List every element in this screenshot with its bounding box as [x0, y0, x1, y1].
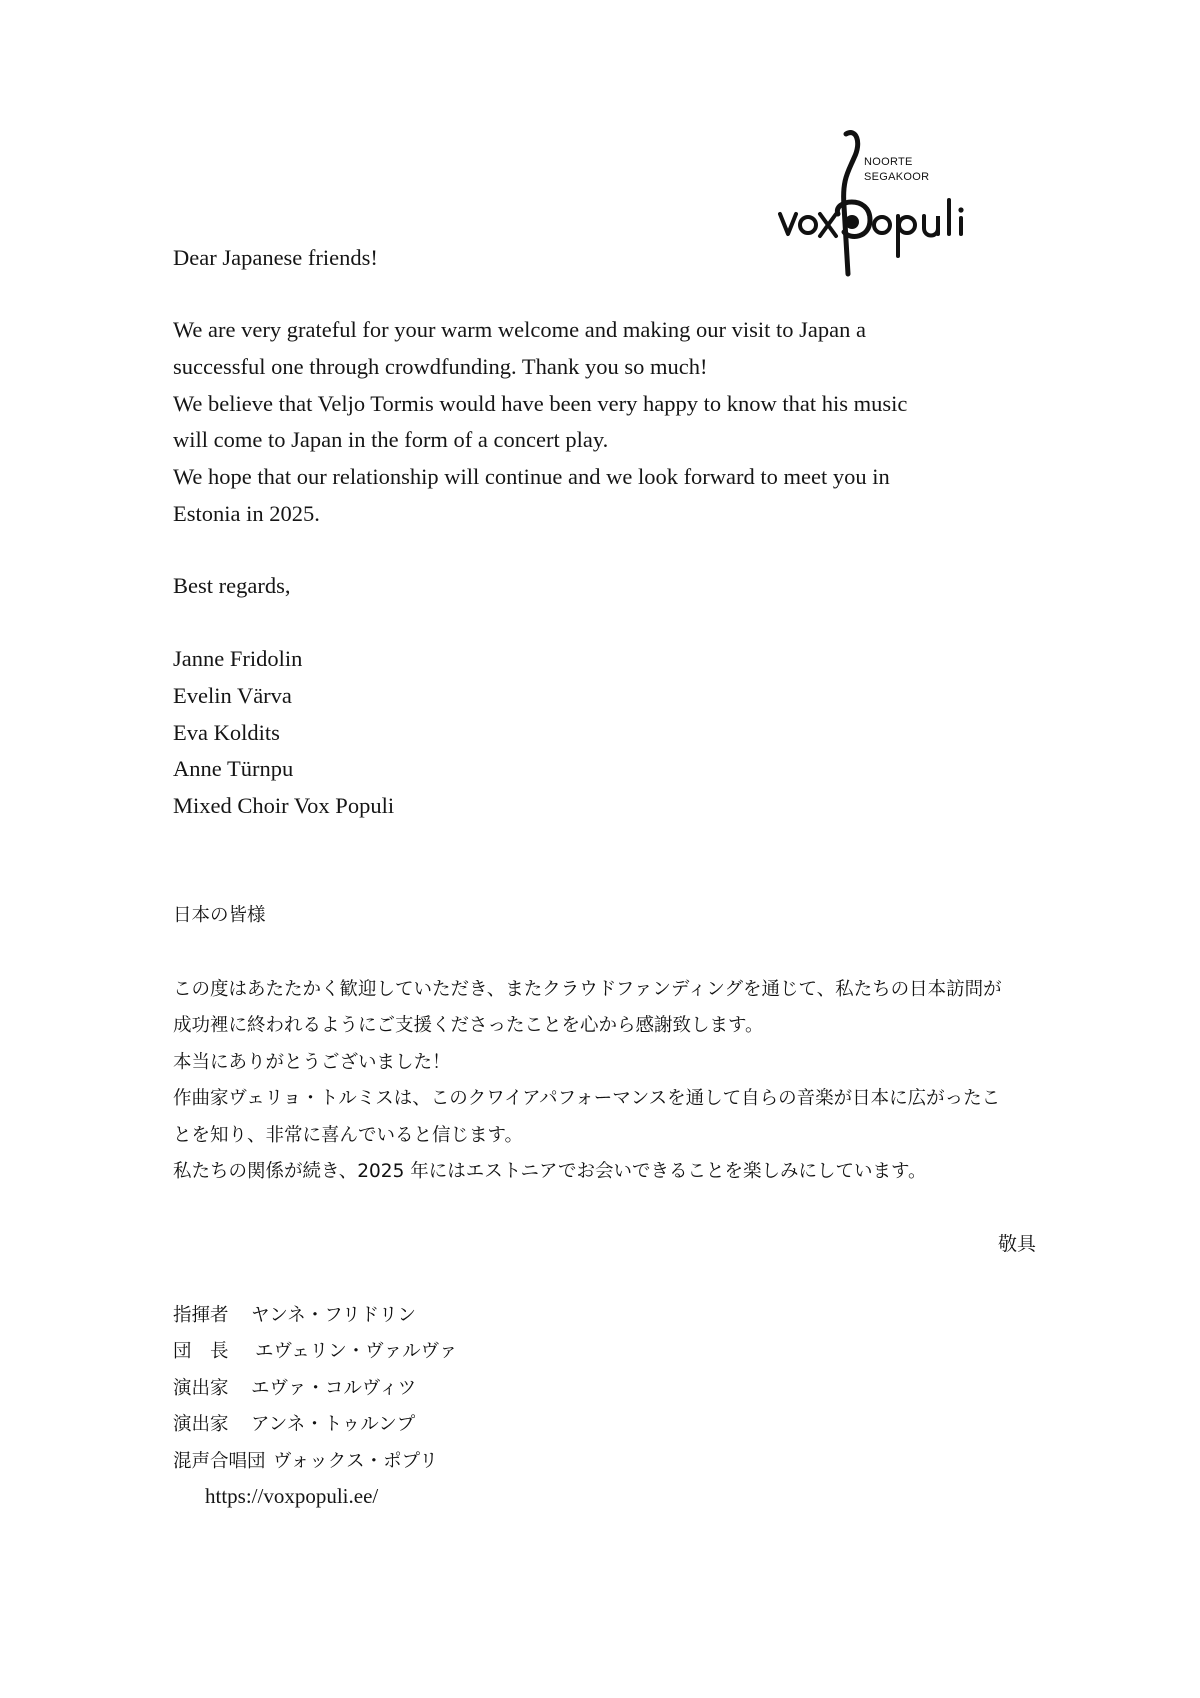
japanese-body	[173, 972, 1053, 1190]
japanese-greeting	[173, 898, 1053, 934]
signatory-name: Mixed Choir Vox Populi	[173, 793, 395, 819]
signatory-role: 混声合唱団	[173, 1450, 266, 1472]
signatory-role: 演出家	[173, 1414, 229, 1436]
english-greeting-text: Dear Japanese friends!	[173, 245, 378, 270]
english-body-line: Estonia in 2025.	[173, 500, 320, 526]
signatory-name: Janne Fridolin	[173, 646, 303, 671]
signatory-name: Anne Türnpu	[173, 756, 294, 782]
logo-subtitle	[864, 155, 929, 185]
signatory-row	[173, 1407, 1053, 1443]
signatory-row	[173, 1298, 1053, 1334]
signatory-name: アンネ・トゥルンプ	[251, 1414, 416, 1436]
english-body-line: We hope that our relationship will continue and we look forward to meet you in	[173, 464, 890, 490]
english-signatories	[173, 641, 1053, 825]
logo-subtitle-line1: NOORTE	[864, 156, 913, 168]
japanese-greeting-text: 日本の皆様	[173, 905, 266, 926]
signatory-role: 演出家	[173, 1377, 229, 1399]
logo-subtitle-line2: SEGAKOOR	[864, 171, 930, 183]
signatory-row	[173, 1334, 1053, 1370]
signatory-name: エヴェリン・ヴァルヴァ	[255, 1341, 458, 1363]
japanese-body-line: 成功裡に終われるようにご支援くださったことを心から感謝致します。	[173, 1015, 764, 1037]
signatory-row	[173, 1371, 1053, 1407]
signatory-row	[173, 1444, 1053, 1480]
english-body-line: We believe that Veljo Tormis would have been very happy to know that his music	[173, 390, 908, 416]
japanese-body-line: 私たちの関係が続き、2025 年にはエストニアでお会いできることを楽しみにしています。	[173, 1161, 927, 1183]
english-body	[173, 312, 1053, 533]
english-body-line: will come to Japan in the form of a concert play.	[173, 427, 609, 453]
japanese-body-line: 作曲家ヴェリョ・トルミスは、このクワイアパフォーマンスを通して自らの音楽が日本に広がったこ	[173, 1088, 1001, 1110]
japanese-signatories	[173, 1298, 1053, 1480]
english-body-line: successful one through crowdfunding. Thank you so much!	[173, 353, 708, 379]
japanese-body-line: とを知り、非常に喜んでいると信じます。	[173, 1124, 524, 1146]
signatory-name: ヤンネ・フリドリン	[251, 1305, 417, 1326]
website-url[interactable]: https://voxpopuli.ee/	[205, 1484, 379, 1508]
english-body-line: We are very grateful for your warm welcome and making our visit to Japan a	[173, 317, 866, 342]
signatory-name: エヴァ・コルヴィツ	[251, 1377, 417, 1399]
japanese-body-line: この度はあたたかく歓迎していただき、またクラウドファンディングを通じて、私たちの日本訪問が	[173, 979, 1002, 1000]
signatory-role: 団 長	[173, 1341, 229, 1363]
english-greeting	[173, 240, 1053, 277]
japanese-closing: 敬具	[997, 1233, 1036, 1255]
english-closing	[173, 568, 1053, 605]
signatory-name: ヴォックス・ポプリ	[273, 1450, 438, 1472]
english-closing-text: Best regards,	[173, 573, 291, 598]
signatory-name: Evelin Värva	[173, 682, 292, 708]
japanese-body-line: 本当にありがとうございました！	[173, 1051, 451, 1073]
signatory-name: Eva Koldits	[173, 719, 280, 745]
signatory-role: 指揮者	[173, 1305, 229, 1326]
